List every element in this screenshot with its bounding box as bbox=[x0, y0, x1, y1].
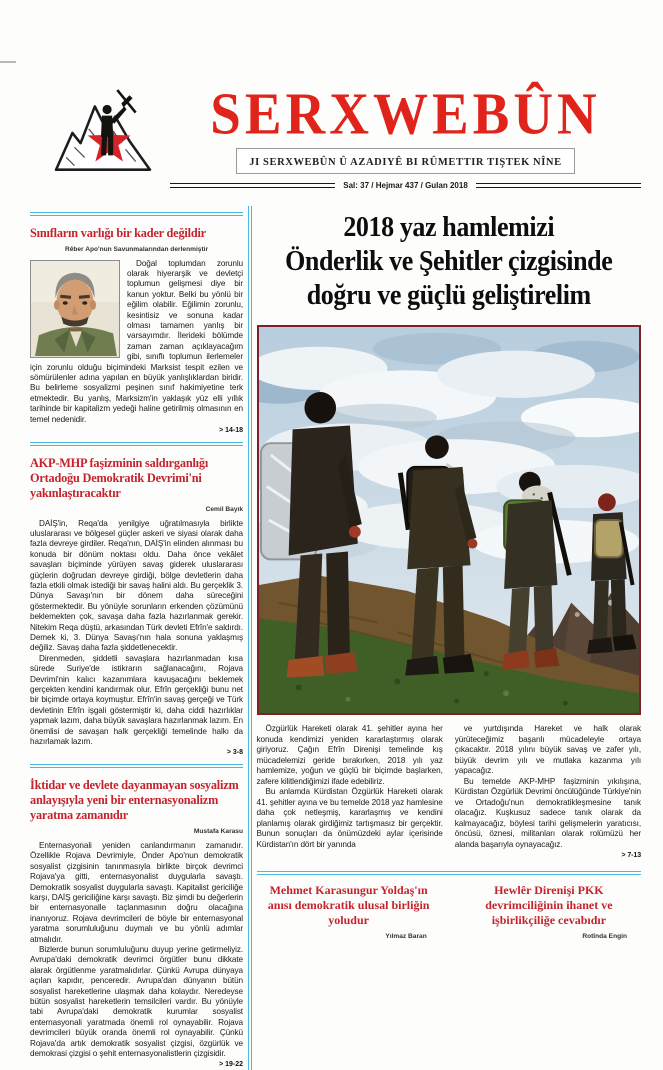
article-byline: Mustafa Karasu bbox=[193, 827, 243, 835]
newspaper-title: SERXWEBÛN bbox=[210, 80, 601, 147]
paragraph: ve yurtdışında Hareket ve halk olarak yürüteceğimiz başarılı mücadeleyle ortaya çıkacaktır. 2018 yılını büyük savaş ve zafer yılı, büyük devrim yılı ve mutlaka kazanma yılı yapacağız. bbox=[454, 724, 641, 776]
footer-byline: Yılmaz Baran bbox=[385, 932, 427, 940]
article-body bbox=[30, 519, 243, 748]
article-byline: Rêber Apo'nun Savunmalarından derlenmiştir bbox=[64, 245, 209, 253]
page-ref: > 3-8 bbox=[226, 749, 243, 757]
footer-title: Mehmet Karasungur Yoldaş'ın anısı demokratik ulusal birliğin yoludur bbox=[267, 882, 430, 927]
footer-title: Hewlêr Direnişi PKK devrimciliğinin ihanet ve işbirlikçiliğe cevabıdır bbox=[485, 882, 613, 927]
footer-headlines bbox=[257, 883, 642, 940]
logo bbox=[54, 86, 152, 182]
page-ref: > 7-13 bbox=[621, 852, 641, 860]
dateline-rule-left bbox=[170, 183, 335, 188]
dateline bbox=[170, 181, 641, 190]
article-internationalism bbox=[30, 774, 243, 1070]
main-column bbox=[257, 206, 642, 1070]
headline-line: 2018 yaz hamlemizi bbox=[343, 210, 555, 243]
dateline-rule-right bbox=[476, 183, 641, 188]
content-area bbox=[30, 206, 641, 1070]
paragraph: Bizlerde bunun sorumluluğunu duyup yerine getirmeliyiz. Avrupa'daki demokratik devrimci örgütler bunu dikkate alarak örgütlenme yaratmalıdırlar. Çünkü Avrupa dünyaya açılan kapıdır, penceredir. Avrupa'dan dünyanın bütün sosyalist hareketlerine ulaşmak daha kolaydır. Neredeyse bütün sosyalist hareketlerin temsilcileri vardır. Bu yönüyle tabi Avrupa'daki demokratik kurumlar sosyalist enternasyonali yaratmada önemli rol oynayabilir. Rojava devrimcileri büyük oranda önemli rol oynayabilir. Çünkü Rojava'da artık demokratik sosyalist çizgisi, özgürlük ve demokrasi çizgisi o şehit enternasyonalistlerin çizgisidir. bbox=[30, 945, 243, 1059]
page-ref: > 14-18 bbox=[219, 427, 243, 434]
divider bbox=[30, 442, 243, 446]
paragraph: DAİŞ'in, Reqa'da yenilgiye uğratılmasıyla birlikte uluslararası ve bölgesel güçler askeri ve siyasi olarak daha fazla devreye girdiler. Reqa'nın, DAİŞ'in elinden alınması bu konuda bir dönüm noktası oldu. Daha önce vekâlet savaşları biçiminde yürüyen savaş giderek uluslararası güçlerin doğrudan devreye girdiği, bölge devletlerin daha fazla etkili olmak istediği bir savaş halini aldı. Bu gerçeklik 3. Dünya Savaşı'nın bir dönem daha süreceğini göstermektedir. Bu yönüyle sorunların erkenden çözümünü beklemekten çok, savaşa daha fazla hazırlanmak gerekir. Nitekim Reqa düştü, arkasından Türk devleti Efrîn'e saldırdı. Demek ki, 3. Dünya Savaşı'nın hala sonuna yaklaşmış değiliz. Savaş daha fazla şiddetlenecektir. bbox=[30, 518, 243, 653]
footer-divider bbox=[257, 871, 642, 875]
page-ref: > 19-22 bbox=[219, 1061, 243, 1069]
sidebar bbox=[30, 206, 243, 1070]
article-title: Sınıfların varlığı bir kader değildir bbox=[30, 225, 206, 240]
paragraph: Özgürlük Hareketi olarak 41. şehitler ayına her konuda kendimizi yeniden kararlaştırmış olarak giriyoruz. Çağın Efrîn Direnişi temelinde kış mücadelemizi geride bırakırken, 2018 yılı yaz hamlemize, yoğun ve güçlü bir biçimde başlarken, zafere kilitlendiğimizi ifade edebiliriz. bbox=[256, 724, 443, 786]
vertical-separator bbox=[248, 206, 252, 1070]
paragraph: Enternasyonali yeniden canlandırmanın zamanıdır. Özellikle Rojava Devrimiyle, Önder Apo'nun demokratik sosyalist çizgisinin tanınmasıyla birlikte birçok devrimci Rojava'ya gitti, enternasyonalist duygularla savaştı. Demokratik sosyalist duygularla savaştı. Kapitalist gericiliğe karşı, DAİŞ gericiliğine karşı savaştı. Biz şimdi bu değerlerin bir enternasyonalle taçlanmasının doğru olacağına inanıyoruz. Rojava devrimcileri de böyle bir enternasyonal yaratma sorumluluğunu duymalı ve bu yönlü adımlar atmalıdır. bbox=[30, 840, 243, 944]
paragraph: Doğal toplumdan zorunlu olarak hiyerarşik ve devletçi toplumun gelişmesi diye bir kanun yoktur. Belki bu yönlü bir eğilim olabilir. Eğilimin zorunlu, kesintisiz ve sonuna kadar olması tamamen yanlış bir varsayımdır. İlerideki bölümde zaman zaman açıklayacağım gibi, sınıflı toplumun ilerlemeler için zorunlu olduğu biçimindeki Marksist tespit ezilen ve sömürülenler adına yapılan en büyük yanlışlıklardan biridir. Bu belirleme sosyalizmi peşinen sınıf hakimiyetine terk etmektedir. Bu yanlış, Marksizm'in yaklaşık yüz elli yıllık tarihinde bir kapitalizm yedeği haline getirilmiş olmasının en temel nedenidir. bbox=[30, 258, 243, 424]
slogan-box bbox=[236, 148, 574, 174]
mountains-red-star-guerrilla-logo-icon bbox=[54, 86, 152, 178]
ocalan-portrait bbox=[30, 260, 120, 358]
lead-column-right bbox=[455, 724, 641, 861]
article-body bbox=[30, 259, 243, 426]
headline-line: Önderlik ve Şehitler çizgisinde bbox=[285, 244, 613, 277]
headline-line: doğru ve güçlü geliştirelim bbox=[306, 278, 591, 311]
divider bbox=[30, 212, 243, 216]
masthead bbox=[30, 80, 641, 196]
article-class-fate bbox=[30, 222, 243, 437]
crop-mark bbox=[0, 61, 16, 63]
article-akp-mhp bbox=[30, 452, 243, 759]
guerrillas-walking-mountain-photo-icon bbox=[259, 327, 640, 713]
footer-article-karasungur bbox=[257, 883, 441, 940]
article-title: İktidar ve devlete dayanmayan sosyalizm anlayışıyla yeni bir enternasyonalizm yaratma zamanıdır bbox=[30, 777, 239, 822]
lead-column-left bbox=[257, 724, 443, 861]
article-body bbox=[30, 841, 243, 1060]
article-byline: Cemil Bayık bbox=[205, 505, 243, 513]
article-title: AKP-MHP faşizminin saldırganlığı Ortadoğu Demokratik Devrimi'ni yakınlaştıracaktır bbox=[30, 455, 209, 500]
abdullah-ocalan-portrait-icon bbox=[31, 261, 119, 357]
footer-byline: Rotînda Engin bbox=[582, 932, 627, 940]
main-headline bbox=[257, 210, 642, 311]
divider bbox=[30, 764, 243, 768]
masthead-right bbox=[170, 80, 641, 190]
dateline-text: Sal: 37 / Hejmar 437 / Gulan 2018 bbox=[343, 181, 468, 190]
footer-article-hewler bbox=[457, 883, 641, 940]
paragraph: Bu temelde AKP-MHP faşizminin yıkılışına, Kürdistan Özgürlük Devrimi öncülüğünde Türkiye'nin ve Ortadoğu'nun demokratikleşmesine tanık olacağız. Kuşkusuz sadece tanık olarak da kalmayacağız, böylesi tarihi gelişmelerin yaratıcısı, öncüsü, öznesi, militanları olarak rolümüzü her alanda başarıyla oynayacağız. bbox=[454, 776, 641, 849]
slogan-text: JI SERXWEBÛN Û AZADIYÊ BI RÛMETTIR TIŞTEK NÎNE bbox=[249, 157, 562, 168]
lead-text-columns bbox=[257, 724, 642, 861]
main-photo bbox=[257, 325, 642, 715]
paragraph: Direnmeden, şiddetli savaşlara hazırlanmadan kısa sürede Suriye'de istikrarın sağlanacağını, Rojava Devrimi'nin kalıcı kazanımlara kavuşacağını beklemek gerçekten kendini kandırmak olur. Efrîn gerçekliği bunu net bir biçimde ortaya koymuştur. Efrîn'in savaş gerçeği ve Türk devletinin Efrîn işgali göstermiştir ki, daha ciddi hazırlıklar yapmak lazım, daha büyük savaşlara hazırlanmak lazım. En önemlisi de savaşan halk gerçekliği temelinde halkı da hazırlamak lazım. bbox=[30, 653, 243, 747]
paragraph: Bu anlamda Kürdistan Özgürlük Hareketi olarak 41. şehitler ayına ve bu temelde 2018 yaz hamlesine daha çok netleşmiş, kararlaşmış ve kendini planlamış olarak girdiğimiz tartışmasız bir gerçektir. Bunun sonuçları da önümüzdeki aylar içerisinde Kürdistan'ın dört bir yanında bbox=[256, 787, 443, 849]
